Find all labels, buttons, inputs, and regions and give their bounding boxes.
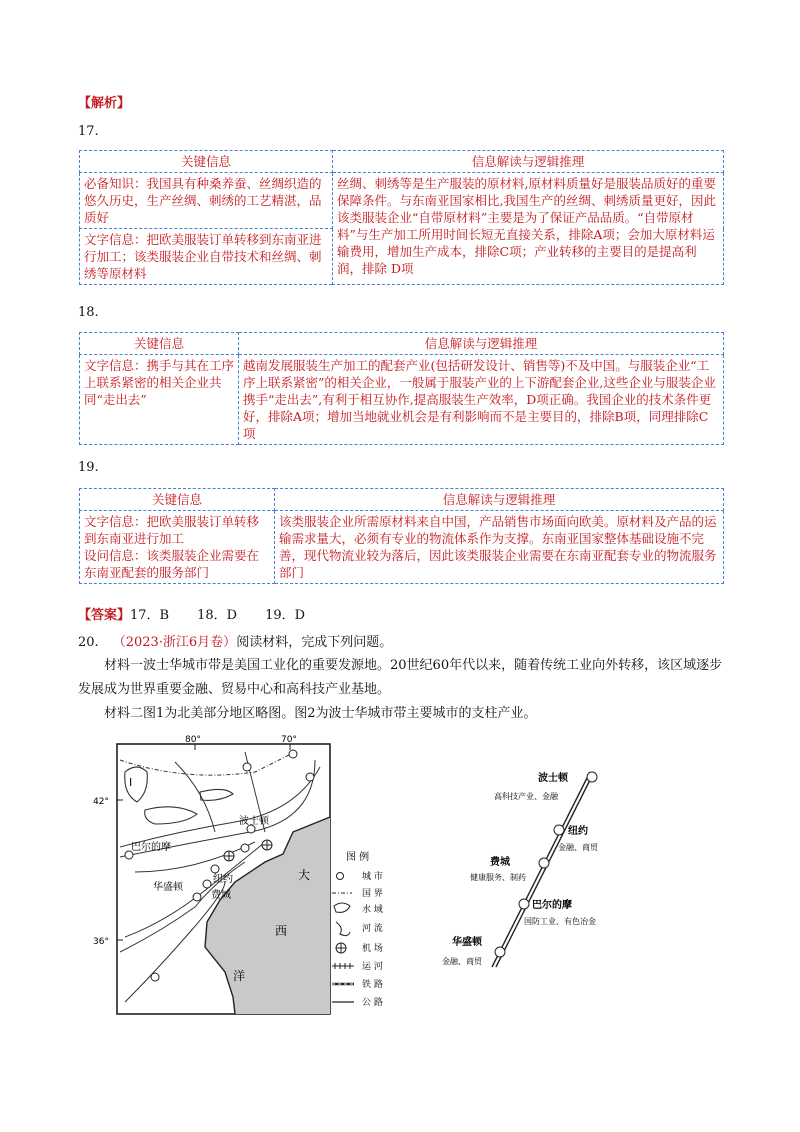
legend-water: 水 域 <box>362 905 383 915</box>
newyork-dot <box>211 865 219 873</box>
q18-header-key-info: 关键信息 <box>80 333 239 355</box>
boston-label: 波士顿 <box>239 816 269 827</box>
question-20-number: 20. <box>78 635 99 650</box>
question-20-prompt: 阅读材料，完成下列问题。 <box>236 635 393 650</box>
ocean-label-1: 大 <box>298 868 311 882</box>
legend-airport: 机 场 <box>362 944 383 954</box>
material-1: 材料一波士华城市带是美国工业化的重要发源地。20世纪60年代以来，随着传统工业向外转移，该区域逐步发展成为世界重要金融、贸易中心和高科技产业基地。 <box>78 658 723 697</box>
newyork-label: 纽约 <box>213 874 233 885</box>
material-2: 材料二图1为北美部分地区略图。图2为波士华城市带主要城市的支柱产业。 <box>104 706 537 721</box>
lon-80-label: 80° <box>185 735 201 745</box>
ocean-label-2: 西 <box>275 924 288 938</box>
question-19-number: 19. <box>78 460 99 475</box>
q18-header-reasoning: 信息解读与逻辑推理 <box>239 333 724 355</box>
question-18-number: 18. <box>78 305 99 320</box>
diagram-city-0: 波士顿 <box>538 773 568 784</box>
q19-header-key-info: 关键信息 <box>80 489 275 511</box>
legend-title: 图 例 <box>346 852 370 863</box>
question-19-table <box>79 488 724 584</box>
diagram-industry-4: 金融、商贸 <box>442 957 482 966</box>
diagram-city-4: 华盛顿 <box>452 937 482 948</box>
question-17-table <box>79 150 724 285</box>
diagram-city-3: 巴尔的摩 <box>532 900 572 911</box>
answer-18: 18．D <box>197 608 238 623</box>
question-20-heading <box>78 631 392 650</box>
diagram-industry-2: 健康服务、制药 <box>470 873 526 882</box>
diagram-industry-1: 金融、商贸 <box>558 843 598 852</box>
legend-highway: 公 路 <box>362 998 383 1008</box>
philadelphia-dot <box>203 880 211 888</box>
legend-city: 城 市 <box>362 872 383 882</box>
node-boston <box>587 772 597 782</box>
philadelphia-label: 费城 <box>211 890 231 901</box>
diagram-industry-3: 国防工业、有色冶金 <box>524 917 596 926</box>
answer-17: 17．B <box>130 608 170 623</box>
q17-reasoning: 丝绸、刺绣等是生产服装的原材料,原材料质量好是服装品质好的重要保障条件。与东南亚国家相比,我国生产的丝绸、刺绣质量更好，因此该类服装企业“自带原材料”主要是为了保证产品品质。“自带原材料”与生产加工所用时间长短无直接关系，排除A项；会加大原材料运输费用，增加生产成本，排除C项；产业转移的主要目的是提高利润，排除 D项 <box>333 173 724 285</box>
lon-70-label: 70° <box>281 735 297 745</box>
answer-line <box>78 604 305 623</box>
q17-key-info-knowledge: 必备知识：我国具有种桑养蚕、丝绸织造的悠久历史，生产丝绸、刺绣的工艺精湛，品质好 <box>80 173 333 229</box>
q19-header-reasoning: 信息解读与逻辑推理 <box>275 489 724 511</box>
answer-label: 【答案】 <box>78 608 131 623</box>
ocean-label-3: 洋 <box>233 969 246 983</box>
question-18-table <box>79 332 724 445</box>
q17-header-key-info: 关键信息 <box>80 151 333 173</box>
baltimore-label: 巴尔的摩 <box>131 842 171 853</box>
north-america-map <box>93 732 350 1032</box>
lat-36-label: 36° <box>93 937 109 947</box>
q19-reasoning: 该类服装企业所需原材料来自中国，产品销售市场面向欧美。原材料及产品的运输需求量大，必须有专业的物流体系作为支撑。东南亚国家整体基础设施不完善，现代物流业较为落后，因此该类服装企业需要在东南亚配套专业的物流服务部门 <box>275 511 724 584</box>
washington-label: 华盛顿 <box>153 882 183 893</box>
node-newyork <box>554 825 564 835</box>
node-baltimore <box>519 899 529 909</box>
q17-key-info-text: 文字信息：把欧美服装订单转移到东南亚进行加工；该类服装企业自带技术和丝绸、刺绣等原材料 <box>80 229 333 285</box>
lake-label: I <box>129 776 133 789</box>
corridor-line <box>492 772 590 967</box>
q18-reasoning: 越南发展服装生产加工的配套产业(包括研发设计、销售等)不及中国。与服装企业“工序上联系紧密”的相关企业，一般属于服装产业的上下游配套企业,这些企业与服装企业携手“走出去”,有利于相互协作,提高服装生产效率，D项正确。我国企业的技术条件更好，排除A项；增加当地就业机会是有利影响而不是主要目的，排除B项，同理排除C项 <box>239 355 724 445</box>
question-20-source: （2023·浙江6月卷） <box>112 635 237 650</box>
legend-canal: 运 河 <box>362 962 383 972</box>
diagram-industry-0: 高科技产业、金融 <box>494 792 558 801</box>
lat-42-label: 42° <box>93 797 109 807</box>
answer-19: 19．D <box>265 608 306 623</box>
diagram-city-2: 费城 <box>490 857 510 868</box>
question-17-number: 17. <box>78 124 99 139</box>
q19-key-info: 文字信息：把欧美服装订单转移到东南亚进行加工 设问信息：该类服装企业需要在东南亚配套的服务部门 <box>80 511 275 584</box>
diagram-city-1: 纽约 <box>568 826 588 837</box>
legend-river: 河 流 <box>362 924 383 934</box>
q17-header-reasoning: 信息解读与逻辑推理 <box>333 151 724 173</box>
q18-key-info: 文字信息：携手与其在工序上联系紧密的相关企业共同“走出去” <box>80 355 239 445</box>
washington-dot <box>193 893 201 901</box>
city-industry-diagram <box>440 762 630 982</box>
node-washington <box>495 947 505 957</box>
legend-border: 国 界 <box>362 889 383 899</box>
node-philadelphia <box>539 858 549 868</box>
legend-railway: 铁 路 <box>362 980 383 990</box>
analysis-label: 【解析】 <box>78 96 131 111</box>
map-legend <box>332 848 422 1023</box>
